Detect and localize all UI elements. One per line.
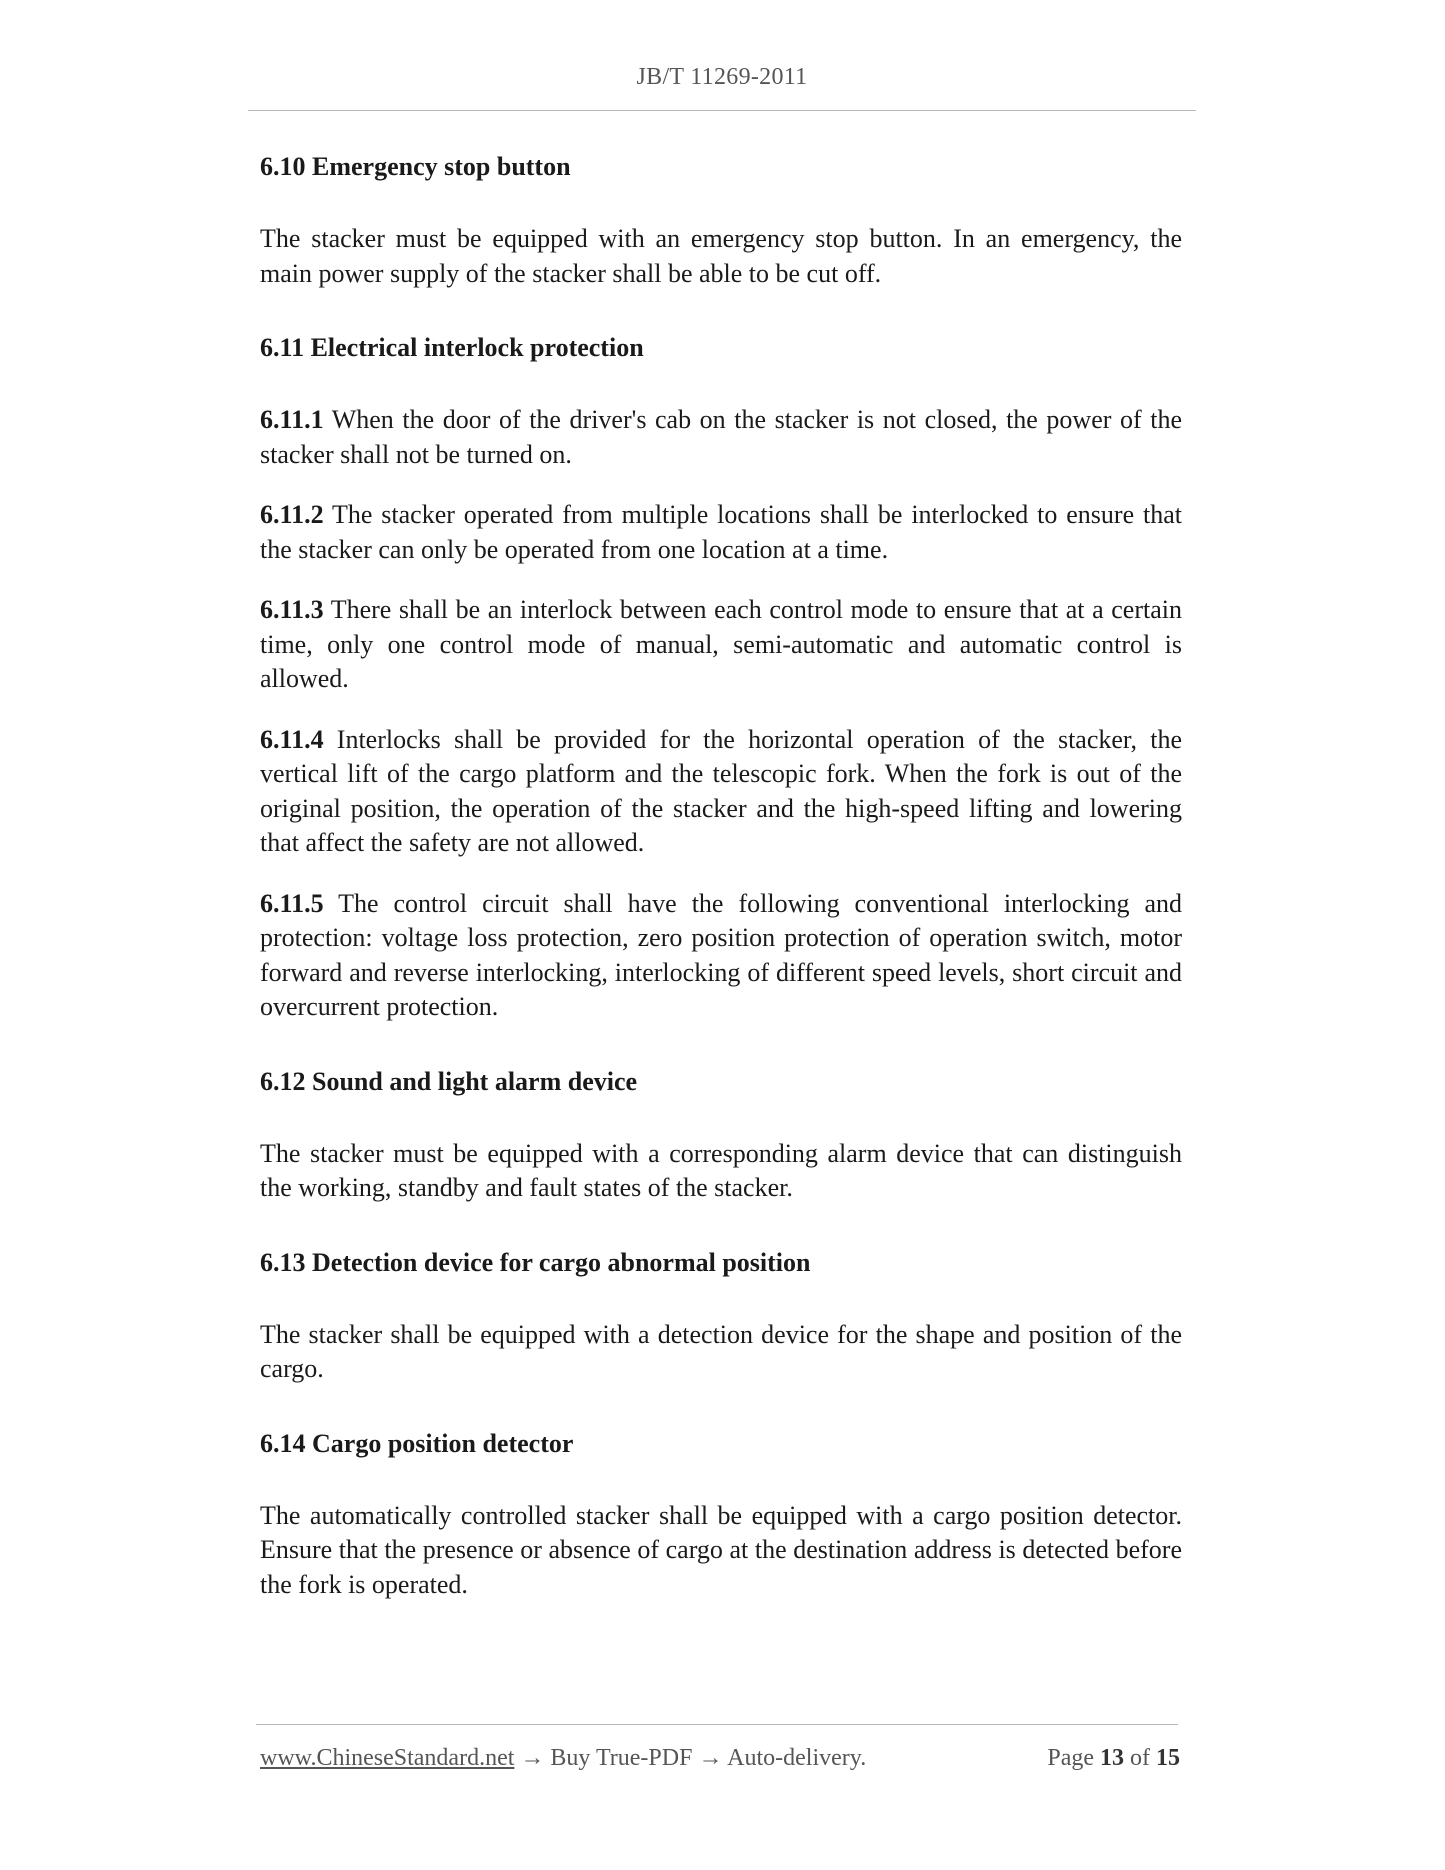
- clause-text: There shall be an interlock between each control mode to ensure that at a certain time, only one control mode of manual, semi-automatic and automatic control is allowed.: [260, 595, 1182, 693]
- current-page: 13: [1100, 1745, 1124, 1771]
- buy-pdf-text: Buy True-PDF: [550, 1745, 693, 1771]
- clause-text: The stacker operated from multiple locations shall be interlocked to ensure that the stacker can only be operated from one location at a time.: [260, 500, 1182, 564]
- clause-text: When the door of the driver's cab on the stacker is not closed, the power of the stacker shall not be turned on.: [260, 405, 1182, 469]
- section-body-6-10: The stacker must be equipped with an emergency stop button. In an emergency, the main power supply of the stacker shall be able to be cut off.: [260, 224, 1182, 288]
- page-header: JB/T 11269-2011: [636, 64, 808, 90]
- website-link[interactable]: www.ChineseStandard.net: [260, 1745, 515, 1771]
- clause-6-11-2: [260, 498, 1182, 567]
- clause-number: 6.11.2: [260, 500, 324, 529]
- footer-divider: [256, 1724, 1178, 1725]
- total-pages: 15: [1156, 1745, 1180, 1771]
- clause-number: 6.11.1: [260, 405, 324, 434]
- of-label: of: [1130, 1745, 1150, 1771]
- clause-number: 6.11.4: [260, 724, 324, 754]
- clause-6-11-3: [260, 593, 1182, 697]
- section-body-6-14: The automatically controlled stacker shall be equipped with a cargo position detector. Ensure that the presence or absence of cargo at the destination address is detected before the fork is operated.: [260, 1500, 1182, 1599]
- clause-text: The control circuit shall have the following conventional interlocking and protection: voltage loss protection, zero position protection of operation switch, motor forward and reverse interlocking, interlocking of different speed levels, short circuit and overcurrent protection.: [260, 888, 1182, 1021]
- page-footer: [260, 1745, 1180, 1772]
- clause-6-11-4: [260, 723, 1182, 861]
- section-heading-6-10: 6.10 Emergency stop button: [260, 152, 571, 181]
- clause-text: Interlocks shall be provided for the horizontal operation of the stacker, the vertical lift of the cargo platform and the telescopic fork. When the fork is out of the original position, the operation of the stacker and the high-speed lifting and lowering that affect the safety are not allowed.: [260, 724, 1182, 857]
- section-body-6-12: The stacker must be equipped with a corresponding alarm device that can distinguish the working, standby and fault states of the stacker.: [260, 1138, 1182, 1202]
- page-number: [1047, 1745, 1180, 1772]
- section-heading-6-11: 6.11 Electrical interlock protection: [260, 333, 644, 362]
- page-content: [260, 150, 1182, 1628]
- section-heading-6-14: 6.14 Cargo position detector: [260, 1428, 574, 1458]
- clause-number: 6.11.3: [260, 595, 324, 624]
- header-divider: [248, 110, 1196, 111]
- section-heading-6-12: 6.12 Sound and light alarm device: [260, 1066, 638, 1096]
- arrow-right-icon: →: [520, 1745, 545, 1771]
- page-label: Page: [1047, 1745, 1094, 1771]
- clause-number: 6.11.5: [260, 888, 324, 918]
- arrow-right-icon: →: [698, 1745, 723, 1771]
- section-heading-6-13: 6.13 Detection device for cargo abnormal position: [260, 1247, 811, 1277]
- clause-6-11-1: [260, 403, 1182, 472]
- section-body-6-13: The stacker shall be equipped with a detection device for the shape and position of the cargo.: [260, 1319, 1182, 1383]
- footer-promo: [260, 1745, 866, 1771]
- clause-6-11-5: [260, 887, 1182, 1025]
- auto-delivery-text: Auto-delivery.: [727, 1745, 867, 1771]
